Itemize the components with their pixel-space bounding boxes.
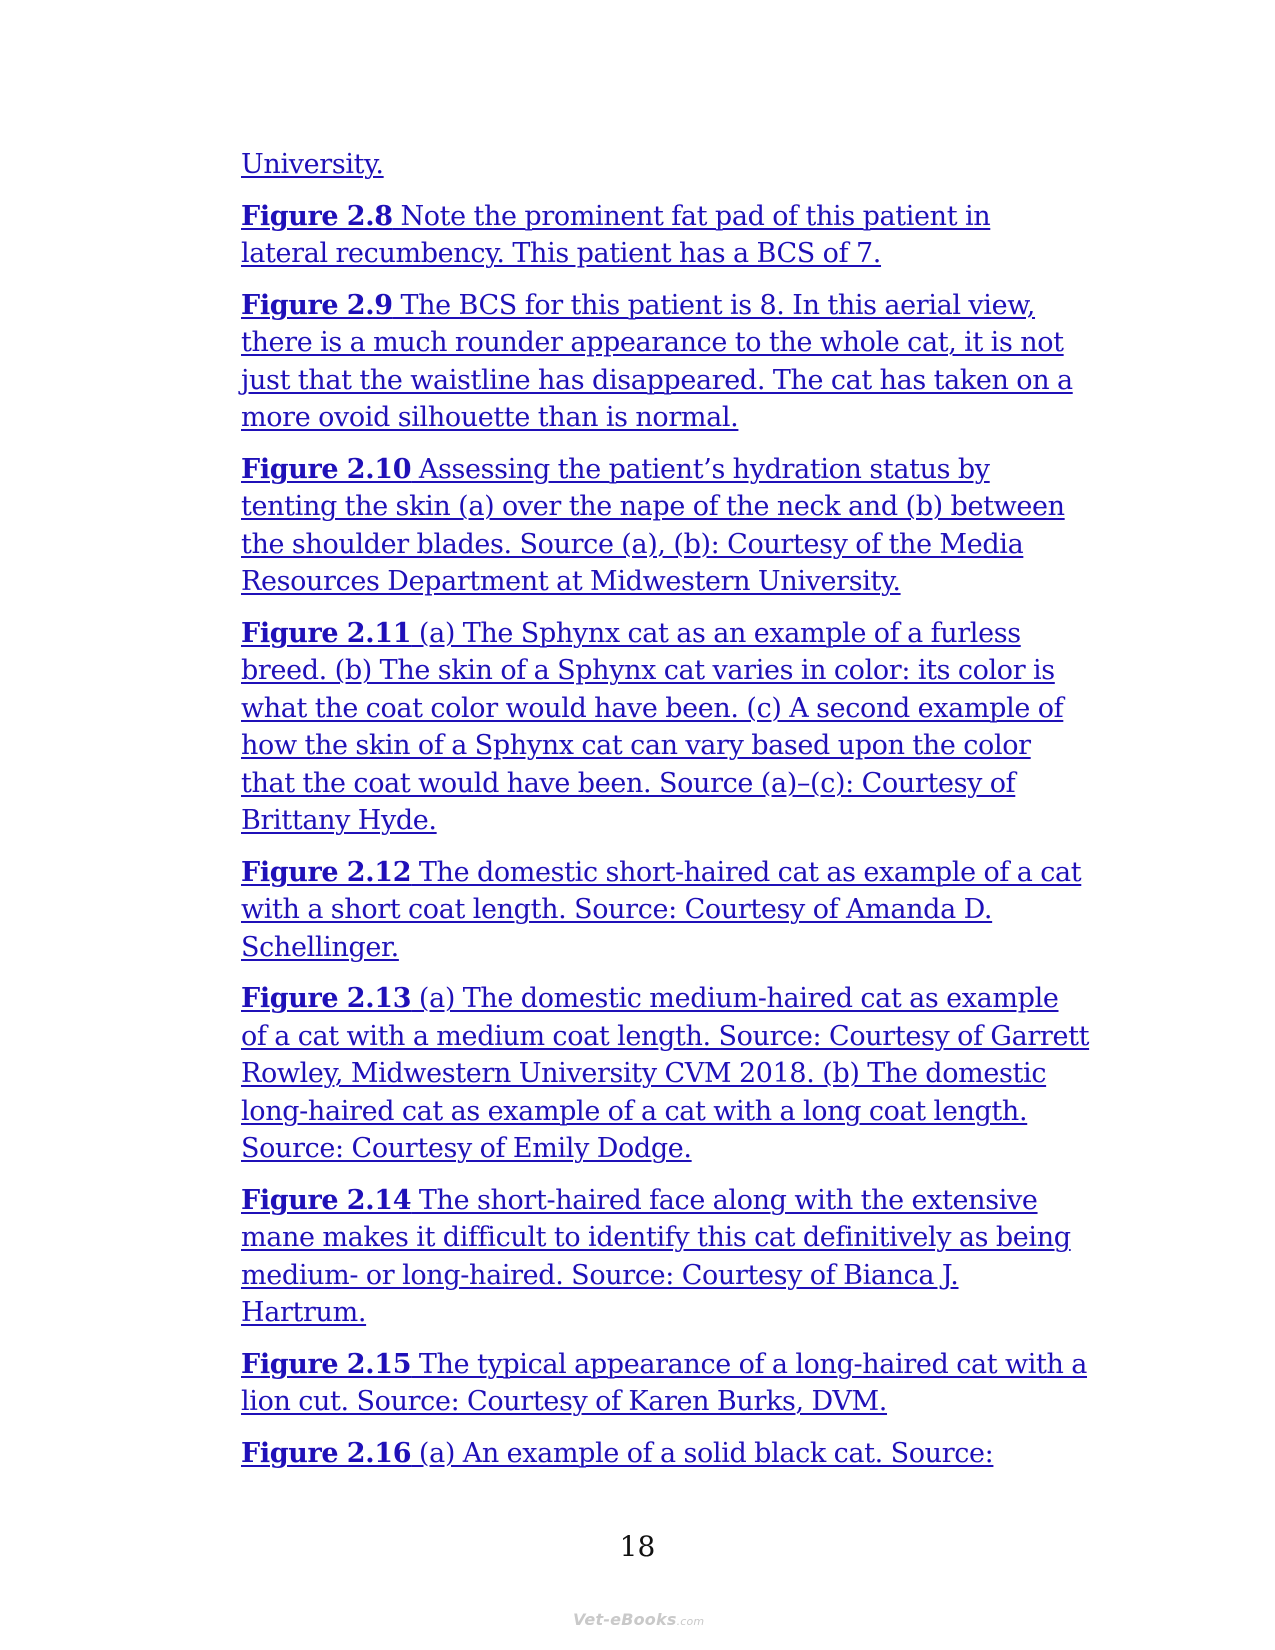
- entry-line: how the skin of a Sphynx cat can vary based upon the color: [241, 730, 1031, 761]
- figure-link[interactable]: [241, 1346, 1121, 1421]
- entry-line: tenting the skin (a) over the nape of the neck and (b) between: [241, 491, 1065, 522]
- figure-label: Figure 2.16: [241, 1437, 412, 1469]
- entry-line: lateral recumbency. This patient has a BCS of 7.: [241, 238, 882, 269]
- entry-line: more ovoid silhouette than is normal.: [241, 402, 739, 433]
- watermark-suffix: .com: [676, 1615, 705, 1628]
- entry-line: Resources Department at Midwestern University.: [241, 566, 901, 597]
- figure-entry-continuation[interactable]: [241, 146, 1121, 184]
- figure-link[interactable]: [241, 980, 1121, 1168]
- figure-link[interactable]: [241, 287, 1121, 437]
- entry-line: Figure 2.10 Assessing the patient’s hydration status by: [241, 453, 990, 485]
- entry-line: with a short coat length. Source: Courtesy of Amanda D.: [241, 894, 993, 925]
- entry-line: Figure 2.12 The domestic short-haired cat as example of a cat: [241, 856, 1082, 888]
- figure-entry-2-14[interactable]: [241, 1182, 1121, 1332]
- watermark-main: Vet-eBooks: [573, 1610, 677, 1629]
- entry-line: Rowley, Midwestern University CVM 2018. (b) The domestic: [241, 1058, 1047, 1089]
- figure-label: Figure 2.12: [241, 856, 412, 888]
- entry-line: Figure 2.14 The short-haired face along with the extensive: [241, 1184, 1038, 1216]
- figure-entry-2-15[interactable]: [241, 1346, 1121, 1421]
- figure-link[interactable]: [241, 615, 1121, 840]
- entry-line: University.: [241, 149, 384, 180]
- figure-entry-2-13[interactable]: [241, 980, 1121, 1168]
- figure-link[interactable]: [241, 854, 1121, 967]
- figure-entry-2-11[interactable]: [241, 615, 1121, 840]
- figure-label: Figure 2.10: [241, 453, 412, 485]
- entry-line: lion cut. Source: Courtesy of Karen Burks, DVM.: [241, 1386, 888, 1417]
- entry-line: Figure 2.13 (a) The domestic medium-haired cat as example: [241, 983, 1059, 1014]
- figure-label: Figure 2.13: [241, 983, 412, 1014]
- entry-line: Figure 2.15 The typical appearance of a long-haired cat with a: [241, 1348, 1088, 1380]
- figure-entry-2-10[interactable]: [241, 451, 1121, 601]
- page-number: 18: [619, 1530, 656, 1563]
- figure-label: Figure 2.14: [241, 1184, 412, 1216]
- entry-line: Figure 2.8 Note the prominent fat pad of this patient in: [241, 200, 991, 232]
- entry-line: of a cat with a medium coat length. Source: Courtesy of Garrett: [241, 1020, 1090, 1052]
- figure-label: Figure 2.9: [241, 289, 393, 321]
- figure-label: Figure 2.8: [241, 200, 393, 232]
- entry-line: Figure 2.9 The BCS for this patient is 8. In this aerial view,: [241, 289, 1036, 321]
- entry-line: that the coat would have been. Source (a)–(c): Courtesy of: [241, 767, 1016, 799]
- entry-line: the shoulder blades. Source (a), (b): Courtesy of the Media: [241, 528, 1024, 560]
- entry-line: just that the waistline has disappeared. The cat has taken on a: [241, 364, 1073, 396]
- figure-label: Figure 2.15: [241, 1348, 412, 1380]
- entry-line: Schellinger.: [241, 931, 399, 963]
- figure-entry-2-9[interactable]: [241, 287, 1121, 437]
- entry-line: Brittany Hyde.: [241, 805, 437, 836]
- figure-link[interactable]: [241, 451, 1121, 601]
- figure-entry-2-8[interactable]: [241, 198, 1121, 273]
- entry-line: there is a much rounder appearance to the whole cat, it is not: [241, 327, 1064, 358]
- figure-entry-2-12[interactable]: [241, 854, 1121, 967]
- entry-line: medium- or long-haired. Source: Courtesy of Bianca J.: [241, 1259, 959, 1291]
- entry-line: Hartrum.: [241, 1297, 367, 1328]
- entry-line: mane makes it difficult to identify this cat definitively as being: [241, 1222, 1071, 1253]
- entry-line: breed. (b) The skin of a Sphynx cat varies in color: its color is: [241, 655, 1055, 686]
- figure-link[interactable]: [241, 1182, 1121, 1332]
- figure-entry-2-16[interactable]: [241, 1435, 1121, 1473]
- entry-line: what the coat color would have been. (c) A second example of: [241, 692, 1064, 724]
- watermark-logo: [573, 1610, 704, 1629]
- entry-line: Figure 2.11 (a) The Sphynx cat as an example of a furless: [241, 617, 1021, 649]
- entry-line: Source: Courtesy of Emily Dodge.: [241, 1133, 692, 1164]
- entry-line: long-haired cat as example of a cat with a long coat length.: [241, 1095, 1028, 1127]
- entry-line: Figure 2.16 (a) An example of a solid black cat. Source:: [241, 1437, 994, 1469]
- figure-link[interactable]: [241, 1435, 1121, 1473]
- figure-link[interactable]: [241, 146, 1121, 184]
- figure-label: Figure 2.11: [241, 617, 412, 649]
- figure-link[interactable]: [241, 198, 1121, 273]
- figure-list: [241, 146, 1121, 1486]
